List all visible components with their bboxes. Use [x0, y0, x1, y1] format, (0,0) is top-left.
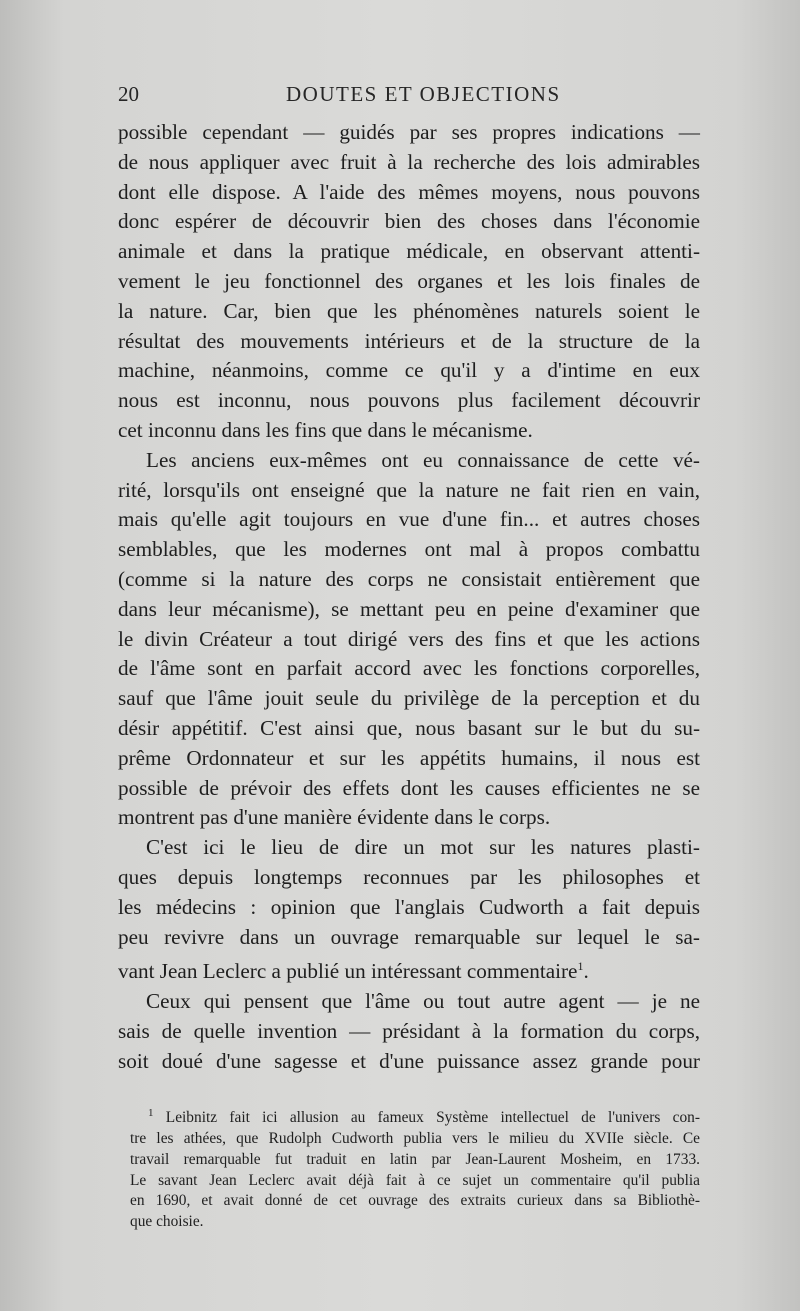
text-line: désir appétitif. C'est ainsi que, nous basant sur le but du su-	[118, 715, 700, 740]
paragraph-1	[118, 118, 700, 446]
text-line: semblables, que les modernes ont mal à propos combattu	[118, 537, 700, 562]
footnote-text: Leibnitz fait ici allusion au fameux Système intellectuel de l'univers con-	[165, 1109, 700, 1127]
footnote-block	[130, 1103, 700, 1233]
body-text	[118, 118, 700, 1077]
text-line: mais qu'elle agit toujours en vue d'une fin... et autres choses	[118, 507, 700, 532]
footnote-marker: 1	[148, 1107, 154, 1119]
text-line: cet inconnu dans les fins que dans le mécanisme.	[118, 417, 533, 442]
text-line: vement le jeu fonctionnel des organes et les lois finales de	[118, 268, 700, 293]
paragraph-4	[118, 987, 700, 1076]
text-line: montrent pas d'une manière évidente dans le corps.	[118, 805, 551, 830]
text-line: soit doué d'une sagesse et d'une puissance assez grande pour	[118, 1048, 700, 1073]
text-line: machine, néanmoins, comme ce qu'il y a d'intime en eux	[118, 358, 700, 383]
footnote-line: tre les athées, que Rudolph Cudworth publia vers le milieu du XVIIe siècle. Ce	[130, 1129, 700, 1147]
text-line: les médecins : opinion que l'anglais Cudworth a fait depuis	[118, 894, 700, 919]
text-line: sais de quelle invention — présidant à la formation du corps,	[118, 1018, 700, 1043]
text-line: résultat des mouvements intérieurs et de la structure de la	[118, 328, 700, 353]
text-line: Les anciens eux-mêmes ont eu connaissance de cette vé-	[146, 447, 700, 472]
text-line: prême Ordonnateur et sur les appétits humains, il nous est	[118, 745, 700, 770]
text-line: de l'âme sont en parfait accord avec les fonctions corporelles,	[118, 656, 700, 681]
paragraph-2	[118, 446, 700, 833]
text-line: le divin Créateur a tout dirigé vers des fins et que les actions	[118, 626, 700, 651]
text-line: possible cependant — guidés par ses propres indications —	[118, 120, 700, 144]
text-line: donc espérer de découvrir bien des choses dans l'économie	[118, 209, 700, 234]
footnote-reference[interactable]: 1	[577, 959, 584, 974]
text-line: animale et dans la pratique médicale, en observant attenti-	[118, 239, 700, 264]
footnote-line	[130, 1103, 700, 1129]
text-line: possible de prévoir des effets dont les causes efficientes ne se	[118, 775, 700, 800]
footnote-line: Le savant Jean Leclerc avait déjà fait à ce sujet un commentaire qu'il publia	[130, 1171, 700, 1189]
text-line: nous est inconnu, nous pouvons plus facilement découvrir	[118, 388, 700, 413]
text-line-with-footnote: vant Jean Leclerc a publié un intéressant commentaire$^1$.	[118, 959, 589, 984]
page-header	[118, 82, 698, 112]
text-line: (comme si la nature des corps ne consistait entièrement que	[118, 566, 700, 591]
page-number: 20	[118, 82, 139, 106]
text-line: C'est ici le lieu de dire un mot sur les natures plasti-	[146, 835, 700, 860]
text-line: peu revivre dans un ouvrage remarquable sur lequel le sa-	[118, 924, 700, 949]
text-line: la nature. Car, bien que les phénomènes naturels soient le	[118, 298, 700, 323]
text-line: vant Jean Leclerc a publié un intéressant commentaire	[118, 959, 578, 984]
footnote-line: en 1690, et avait donné de cet ouvrage des extraits curieux dans sa Bibliothè-	[130, 1192, 700, 1210]
footnote-line: travail remarquable fut traduit en latin par Jean-Laurent Mosheim, en 1733.	[130, 1150, 700, 1168]
paragraph-3	[118, 833, 700, 987]
text-line: sauf que l'âme jouit seule du privilège de la perception et du	[118, 686, 700, 711]
text-line: Ceux qui pensent que l'âme ou tout autre agent — je ne	[146, 989, 700, 1014]
text-line: de nous appliquer avec fruit à la recherche des lois admirables	[118, 149, 700, 174]
running-title: DOUTES ET OBJECTIONS	[286, 82, 561, 106]
text-line: rité, lorsqu'ils ont enseigné que la nature ne fait rien en vain,	[118, 477, 700, 502]
text-line: dans leur mécanisme), se mettant peu en peine d'examiner que	[118, 596, 700, 621]
footnote-line: que choisie.	[130, 1213, 204, 1231]
text-line: dont elle dispose. A l'aide des mêmes moyens, nous pouvons	[118, 179, 700, 204]
text-line: ques depuis longtemps reconnues par les philosophes et	[118, 864, 700, 889]
